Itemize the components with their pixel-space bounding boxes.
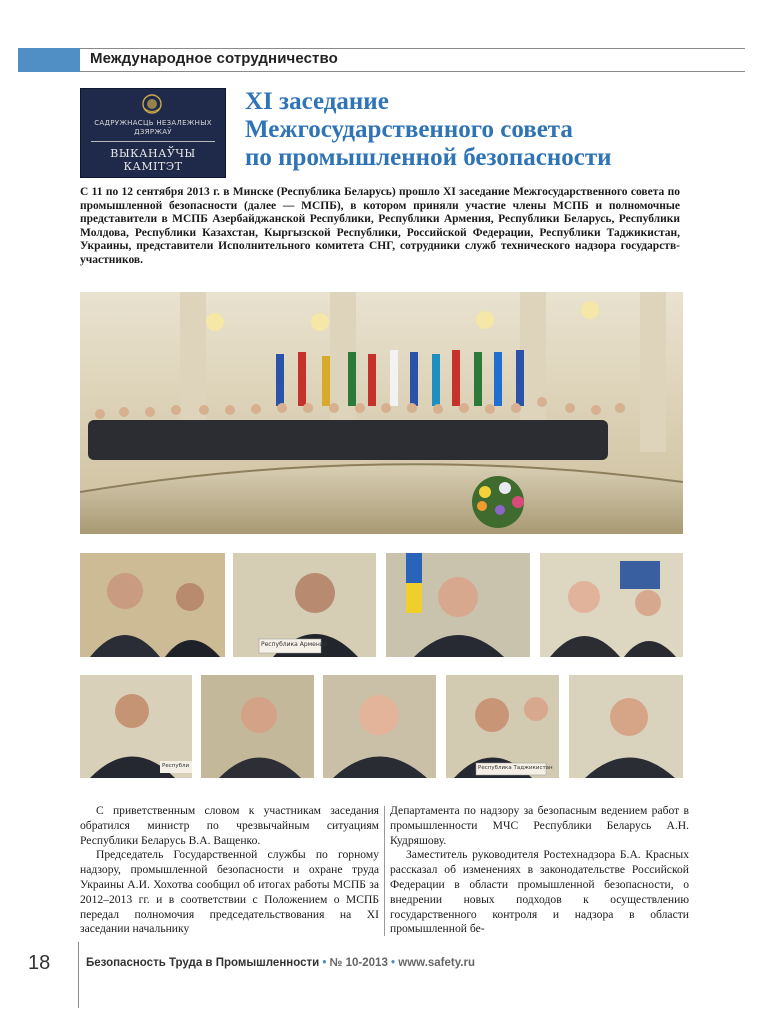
- footer-journal-info: [86, 957, 475, 969]
- article-title: [245, 88, 725, 172]
- body-paragraph: С приветственным словом к участникам заседания обратился министр по чрезвычайным ситуациям Республики Беларусь В.А. Ващенко.: [80, 804, 379, 847]
- header-rule-top: [80, 48, 745, 49]
- group-photo: [80, 292, 683, 534]
- page-number: 18: [28, 952, 51, 974]
- plaque-main-text: ВЫКАНАЎЧЫ КАМІТЭТ: [110, 147, 196, 173]
- title-line-1: XI заседание: [245, 88, 389, 115]
- body-column-2: [390, 804, 689, 937]
- portrait-illustration: [323, 675, 436, 778]
- nameplate-armenia: Республика Армения: [261, 641, 328, 648]
- section-header: [18, 48, 745, 72]
- nameplate-partial: Республи: [162, 763, 190, 769]
- issue-number: № 10-2013: [329, 957, 388, 969]
- portrait-illustration: [386, 553, 530, 657]
- title-line-2: Межгосударственного совета: [245, 116, 573, 143]
- photo-delegate-1: [80, 553, 225, 657]
- photo-delegate-3: [201, 675, 314, 778]
- photo-delegate-5: [569, 675, 683, 778]
- photo-delegate-ukraine: [386, 553, 530, 657]
- section-title: Международное сотрудничество: [90, 50, 338, 67]
- photo-delegate-2: [80, 675, 192, 778]
- photo-delegates-women: [540, 553, 683, 657]
- portrait-illustration: [80, 553, 225, 657]
- column-divider: [384, 806, 385, 936]
- body-paragraph: Заместитель руководителя Ростехнадзора Б.А. Красных рассказал об изменениях в законодательстве Российской Федерации в области промышленной безопасности, о внедрении новых подходов к осуществлению государственного контроля и надзора в области промышленной бе-: [390, 848, 689, 936]
- portrait-illustration: [201, 675, 314, 778]
- photo-delegate-armenia: [233, 553, 376, 657]
- footer-divider: [78, 942, 79, 1008]
- journal-website: www.safety.ru: [398, 957, 475, 969]
- portrait-illustration: [540, 553, 683, 657]
- photo-delegate-4: [323, 675, 436, 778]
- cis-executive-committee-plaque: [80, 88, 226, 178]
- article-lead: С 11 по 12 сентября 2013 г. в Минске (Республика Беларусь) прошло XI заседание Межгосударственного совета по промышленной безопасности (далее — МСПБ), в котором приняли участие члены МСПБ и полномочные представители в МСПБ Азербайджанской Республики, Республики Армения, Республики Беларусь, Республики Молдова, Республики Казахстан, Кыргызской Республики, Российской Федерации, Республики Таджикистан, Украины, представители Исполнительного комитета СНГ, сотрудники служб технического надзора государств-участников.: [80, 186, 680, 266]
- body-paragraph: Председатель Государственной службы по горному надзору, промышленной безопасности и охране труда Украины А.И. Хохотва сообщил об итогах работы МСПБ за 2012–2013 гг. и в соответствии с Положением о МСПБ передал полномочия председательствования на XI заседании начальнику: [80, 848, 379, 936]
- header-rule-bottom: [80, 71, 745, 72]
- separator-dot: •: [322, 957, 327, 969]
- title-line-3: по промышленной безопасности: [245, 144, 612, 171]
- portrait-illustration: [446, 675, 559, 778]
- photo-delegate-tajikistan: [446, 675, 559, 778]
- cis-emblem-icon: [141, 93, 163, 115]
- portrait-illustration: [569, 675, 683, 778]
- plaque-line-2: ДЗЯРЖАЎ: [134, 128, 172, 136]
- plaque-line-1: САДРУЖНАСЦЬ НЕЗАЛЕЖНЫХ: [94, 119, 212, 127]
- nameplate-tajikistan: Республика Таджикистан: [478, 765, 553, 771]
- separator-dot: •: [391, 957, 396, 969]
- group-photo-illustration: [80, 292, 683, 534]
- body-column-1: [80, 804, 379, 937]
- section-accent-bar: [18, 48, 80, 72]
- journal-name: Безопасность Труда в Промышленности: [86, 957, 320, 969]
- body-paragraph-continued: Департамента по надзору за безопасным ведением работ в промышленности МЧС Республики Беларусь А.Н. Кудряшову.: [390, 804, 689, 847]
- plaque-divider: [91, 141, 215, 142]
